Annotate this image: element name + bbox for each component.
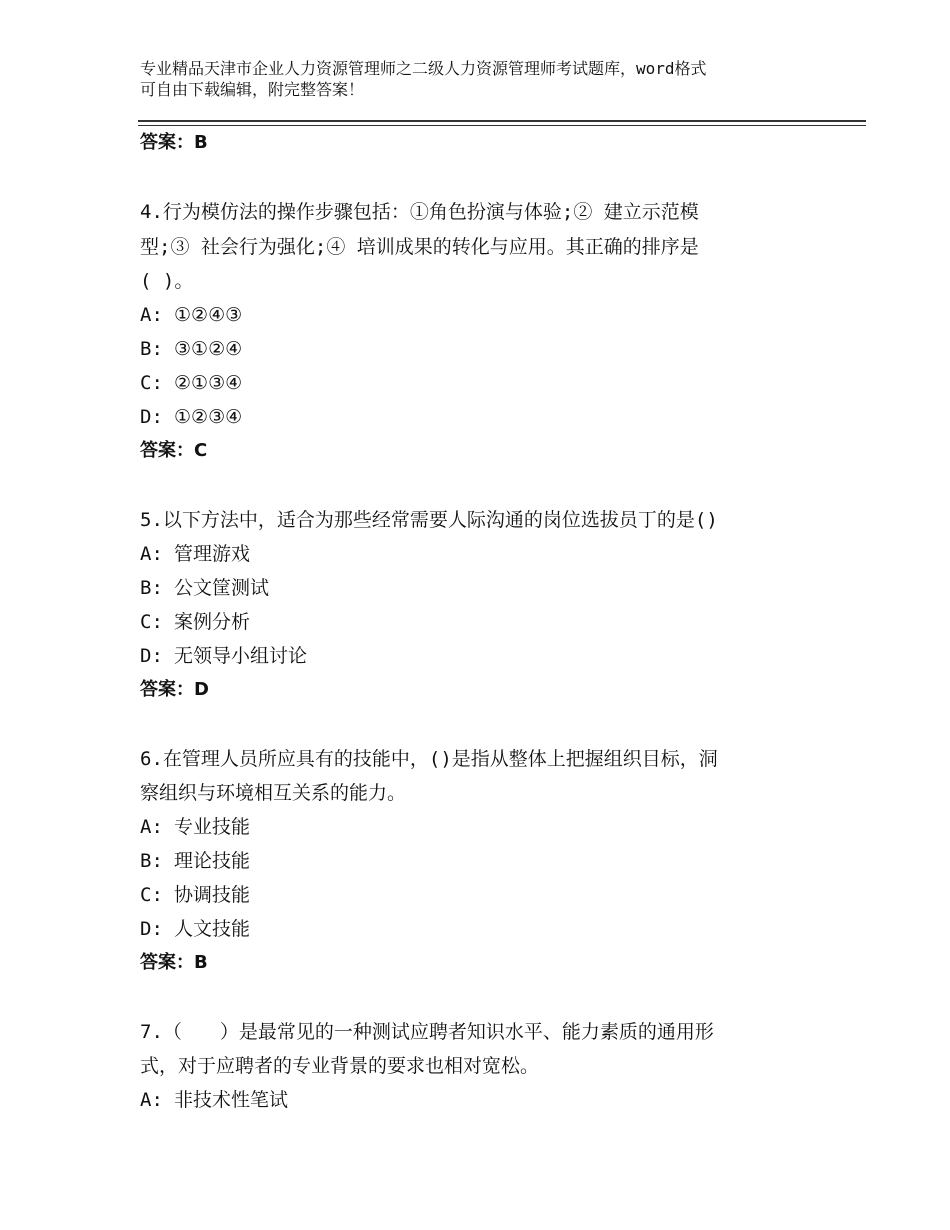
option-text: ①②③④	[174, 406, 243, 428]
option-key: D:	[140, 406, 163, 428]
option-key: C:	[140, 884, 163, 906]
option-key: A:	[140, 304, 163, 326]
option-text: 非技术性笔试	[174, 1089, 289, 1111]
option-a	[140, 303, 242, 327]
option-a	[140, 542, 250, 566]
option-c	[140, 371, 242, 395]
answer-value: B	[194, 952, 208, 973]
option-text: 无领导小组讨论	[174, 645, 308, 667]
option-a	[140, 1088, 288, 1112]
option-key: A:	[140, 543, 163, 565]
option-text: 公文筐测试	[174, 577, 270, 599]
option-b	[140, 576, 269, 600]
option-key: A:	[140, 1089, 163, 1111]
option-text: 案例分析	[174, 611, 251, 633]
question-stem-line: 6.在管理人员所应具有的技能中，()是指从整体上把握组织目标，洞	[140, 748, 718, 770]
option-text: 人文技能	[174, 918, 251, 940]
question-stem-line: 察组织与环境相互关系的能力。	[140, 782, 407, 804]
option-text: 理论技能	[174, 850, 251, 872]
option-text: ①②④③	[174, 304, 243, 326]
header-line-2: 可自由下载编辑，附完整答案！	[140, 80, 365, 99]
option-c	[140, 610, 250, 634]
option-key: C:	[140, 372, 163, 394]
answer-prefix: 答案：	[140, 440, 194, 461]
header-line-1: 专业精品天津市企业人力资源管理师之二级人力资源管理师考试题库，word格式	[140, 59, 707, 78]
question-stem-line: 4.行为模仿法的操作步骤包括：①角色扮演与体验;② 建立示范模	[140, 201, 699, 223]
answer-line	[140, 951, 208, 975]
header-rule-thin	[138, 125, 866, 126]
header-rule-thick	[138, 120, 866, 122]
option-key: B:	[140, 850, 163, 872]
option-text: ③①②④	[174, 338, 243, 360]
option-d	[140, 644, 307, 668]
document-header	[140, 58, 820, 100]
answer-line	[140, 131, 208, 155]
option-b	[140, 849, 250, 873]
answer-prefix: 答案：	[140, 952, 194, 973]
option-text: 专业技能	[174, 816, 251, 838]
answer-prefix: 答案：	[140, 132, 194, 153]
option-key: A:	[140, 816, 163, 838]
option-key: C:	[140, 611, 163, 633]
question-stem-line: ( )。	[140, 270, 194, 292]
option-key: B:	[140, 577, 163, 599]
answer-value: D	[194, 679, 209, 700]
option-key: D:	[140, 645, 163, 667]
option-c	[140, 883, 250, 907]
answer-prefix: 答案：	[140, 679, 194, 700]
answer-line	[140, 439, 207, 463]
answer-value: C	[194, 440, 208, 461]
option-text: 协调技能	[174, 884, 251, 906]
option-key: D:	[140, 918, 163, 940]
option-text: 管理游戏	[174, 543, 251, 565]
option-text: ②①③④	[174, 372, 243, 394]
option-key: B:	[140, 338, 163, 360]
question-stem-line: 7.（ ）是最常见的一种测试应聘者知识水平、能力素质的通用形	[140, 1021, 714, 1043]
option-d	[140, 405, 242, 429]
question-stem-line: 型;③ 社会行为强化;④ 培训成果的转化与应用。其正确的排序是	[140, 236, 699, 258]
question-stem-line: 式，对于应聘者的专业背景的要求也相对宽松。	[140, 1055, 540, 1077]
answer-value: B	[194, 132, 208, 153]
question-stem-line: 5.以下方法中，适合为那些经常需要人际沟通的岗位选拔员丁的是()	[140, 509, 718, 531]
option-b	[140, 337, 242, 361]
option-d	[140, 917, 250, 941]
answer-line	[140, 678, 209, 702]
option-a	[140, 815, 250, 839]
